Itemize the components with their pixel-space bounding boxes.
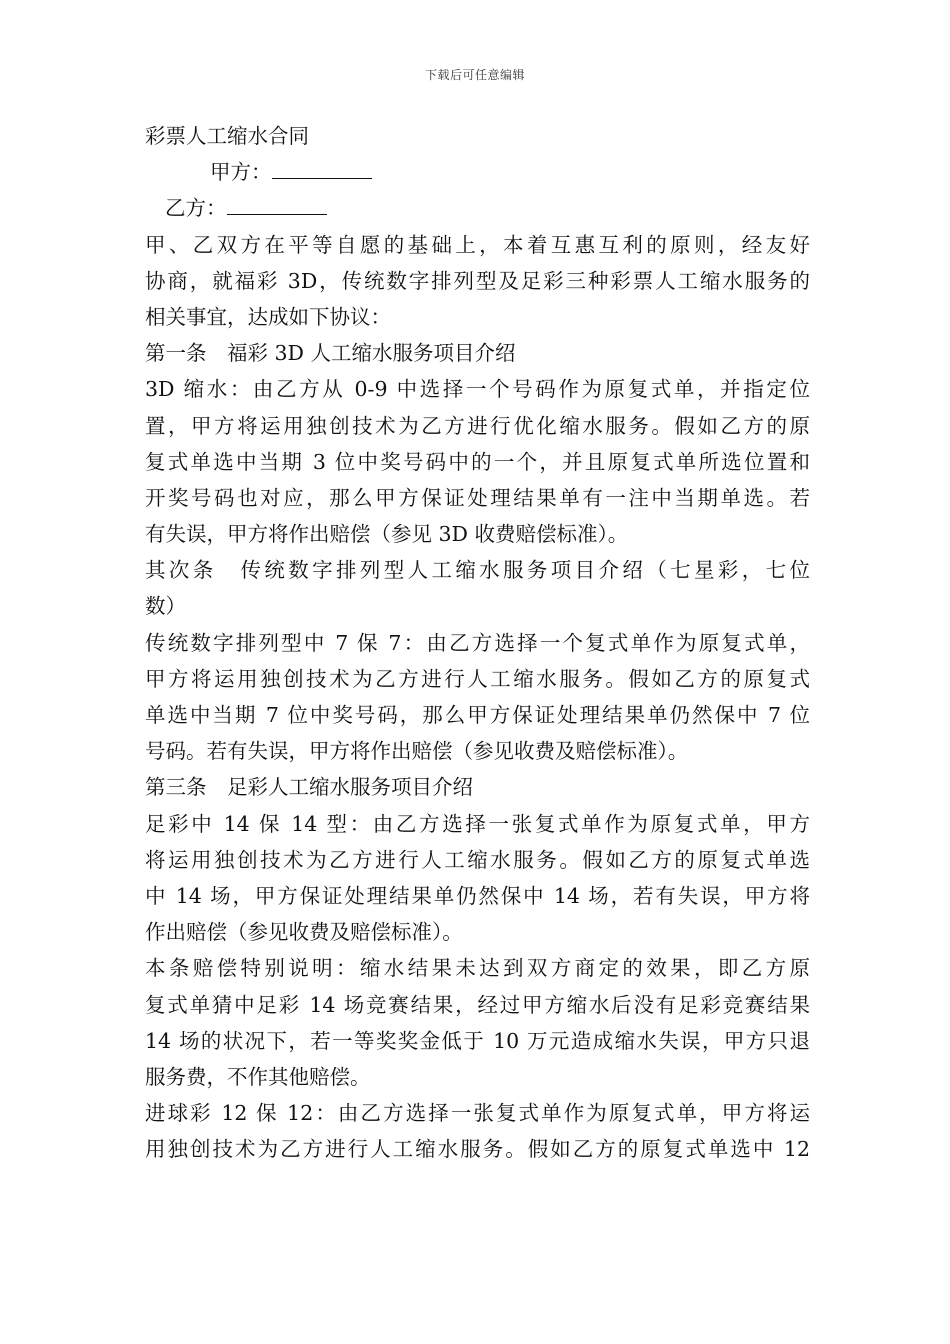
text-line: 数） — [145, 594, 186, 619]
contract-title: 彩票人工缩水合同 — [145, 124, 309, 148]
party-a-blank — [272, 154, 372, 179]
text-line: 本条赔偿特别说明：缩水结果未达到双方商定的效果，即乙方原 — [145, 956, 810, 981]
text-line: 用独创技术为乙方进行人工缩水服务。假如乙方的原复式单选中 12 — [145, 1137, 810, 1162]
text-line: 复式单猜中足彩 14 场竞赛结果，经过甲方缩水后没有足彩竞赛结果 — [145, 992, 810, 1017]
page-header: 下载后可任意编辑 — [424, 68, 525, 82]
text-line: 甲方将运用独创技术为乙方进行人工缩水服务。假如乙方的原复式 — [145, 666, 810, 691]
party-b-blank — [227, 190, 327, 215]
text-line: 服务费，不作其他赔偿。 — [145, 1064, 371, 1089]
text-line: 置，甲方将运用独创技术为乙方进行优化缩水服务。假如乙方的原 — [145, 413, 810, 438]
section-heading-1: 第一条 福彩 3D 人工缩水服务项目介绍 — [145, 341, 516, 366]
section-heading-3: 第三条 足彩人工缩水服务项目介绍 — [145, 775, 473, 800]
text-line: 开奖号码也对应，那么甲方保证处理结果单有一注中当期单选。若 — [145, 485, 810, 510]
text-line: 协商，就福彩 3D，传统数字排列型及足彩三种彩票人工缩水服务的 — [145, 268, 810, 293]
text-line: 甲、乙双方在平等自愿的基础上，本着互惠互利的原则，经友好 — [145, 232, 810, 257]
text-line: 14 场的状况下，若一等奖奖金低于 10 万元造成缩水失误，甲方只退 — [145, 1028, 810, 1053]
text-line: 传统数字排列型中 7 保 7：由乙方选择一个复式单作为原复式单， — [145, 630, 810, 655]
text-line: 单选中当期 7 位中奖号码，那么甲方保证处理结果单仍然保中 7 位 — [145, 703, 810, 727]
text-line: 进球彩 12 保 12：由乙方选择一张复式单作为原复式单，甲方将运 — [145, 1101, 810, 1126]
party-b-row — [145, 190, 810, 226]
text-line: 足彩中 14 保 14 型：由乙方选择一张复式单作为原复式单，甲方 — [145, 811, 810, 836]
text-line: 复式单选中当期 3 位中奖号码中的一个，并且原复式单所选位置和 — [145, 449, 810, 474]
text-line: 将运用独创技术为乙方进行人工缩水服务。假如乙方的原复式单选 — [145, 847, 810, 872]
text-line: 作出赔偿（参见收费及赔偿标准）。 — [145, 920, 463, 945]
party-b-label: 乙方： — [165, 196, 227, 221]
text-line: 3D 缩水：由乙方从 0-9 中选择一个号码作为原复式单，并指定位 — [145, 377, 810, 402]
section-heading-2: 其次条 传统数字排列型人工缩水服务项目介绍（七星彩，七位 — [145, 558, 810, 583]
party-a-label: 甲方： — [210, 160, 272, 185]
party-a-row — [145, 154, 810, 190]
text-line: 中 14 场，甲方保证处理结果单仍然保中 14 场，若有失误，甲方将 — [145, 883, 810, 908]
text-line: 相关事宜，达成如下协议： — [145, 304, 391, 329]
text-line: 号码。若有失误，甲方将作出赔偿（参见收费及赔偿标准）。 — [145, 739, 689, 764]
contract-body — [145, 118, 810, 1167]
text-line: 有失误，甲方将作出赔偿（参见 3D 收费赔偿标准）。 — [145, 522, 629, 547]
